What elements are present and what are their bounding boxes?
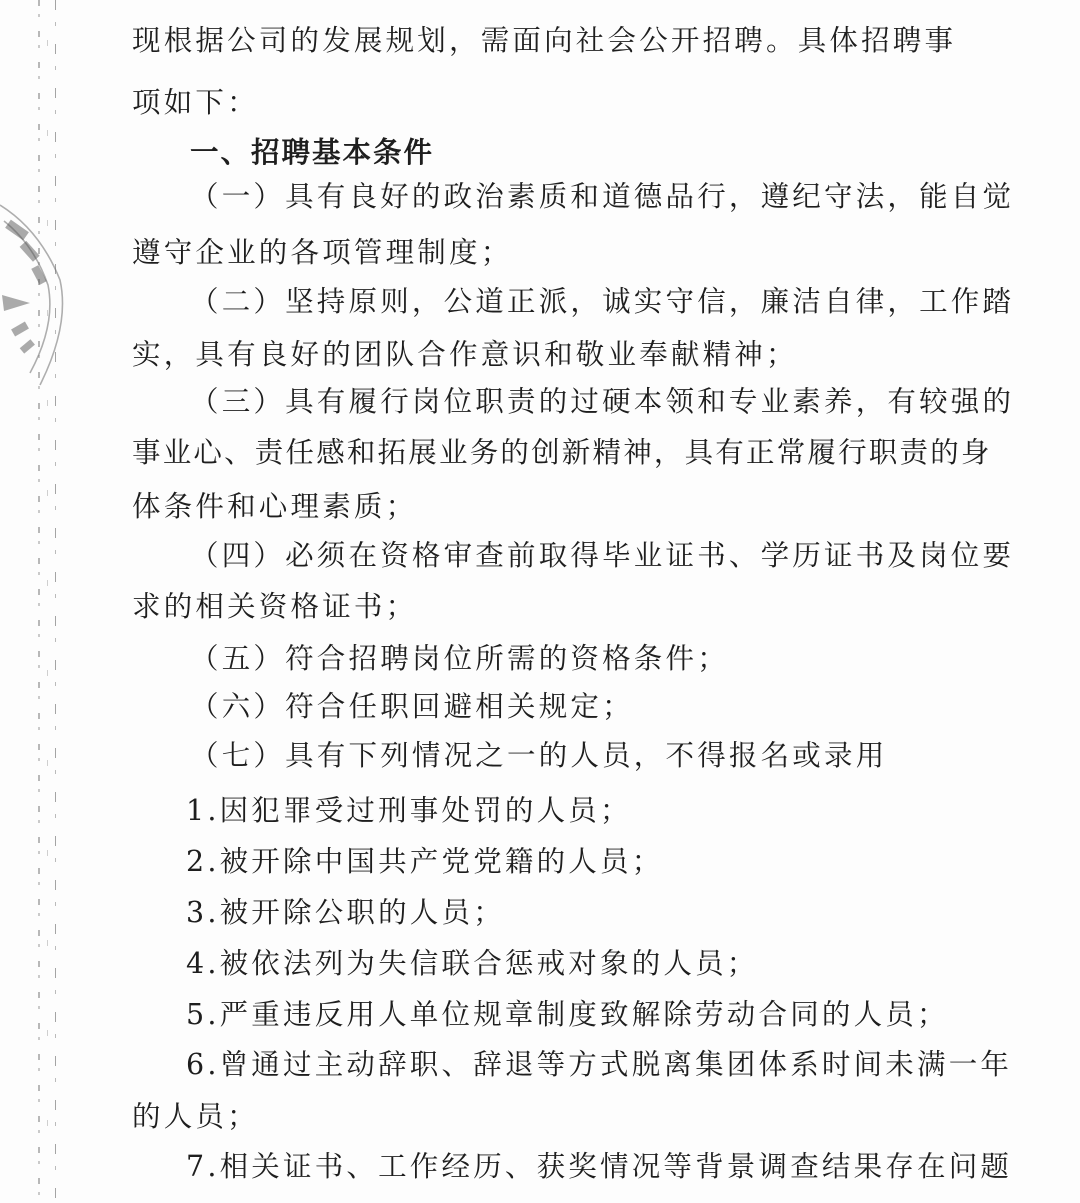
list-item-text: （七）具有下列情况之一的人员，不得报名或录用: [190, 739, 888, 772]
list-item-text: （四）必须在资格审查前取得毕业证书、学历证书及岗位要: [190, 539, 1015, 572]
numbered-item: 5.严重违反用人单位规章制度致解除劳动合同的人员；: [186, 998, 949, 1031]
body-text-line: 体条件和心理素质；: [132, 490, 418, 523]
binding-edge-mark: [38, 0, 40, 1203]
body-text-line: 求的相关资格证书；: [132, 590, 418, 623]
body-text-line: 事业心、责任感和拓展业务的创新精神，具有正常履行职责的身: [132, 436, 992, 469]
numbered-item: 7.相关证书、工作经历、获奖情况等背景调查结果存在问题: [186, 1150, 1013, 1183]
list-item-text: （五）符合招聘岗位所需的资格条件；: [190, 642, 729, 675]
numbered-item: 2.被开除中国共产党党籍的人员；: [186, 845, 664, 878]
body-text-line: 遵守企业的各项管理制度；: [132, 236, 513, 269]
partial-seal-stamp: [0, 185, 90, 395]
section-heading: 一、招聘基本条件: [190, 136, 435, 169]
numbered-item: 3.被开除公职的人员；: [186, 896, 505, 929]
numbered-item: 4.被依法列为失信联合惩戒对象的人员；: [186, 947, 759, 980]
numbered-item: 1.因犯罪受过刑事处罚的人员；: [186, 794, 632, 827]
list-item-text: （一）具有良好的政治素质和道德品行，遵纪守法，能自觉: [190, 180, 1015, 213]
body-text-line: 现根据公司的发展规划，需面向社会公开招聘。具体招聘事: [132, 24, 957, 57]
binding-edge-mark: [55, 0, 56, 1203]
list-item-text: （六）符合任职回避相关规定；: [190, 690, 634, 723]
body-text-line: 项如下：: [132, 86, 259, 119]
numbered-item: 6.曾通过主动辞职、辞退等方式脱离集团体系时间未满一年: [186, 1048, 1013, 1081]
body-text-line: 实，具有良好的团队合作意识和敬业奉献精神；: [132, 338, 798, 371]
binding-edge-mark: [47, 0, 48, 1203]
list-item-text: （二）坚持原则，公道正派，诚实守信，廉洁自律，工作踏: [190, 285, 1015, 318]
list-item-text: （三）具有履行岗位职责的过硬本领和专业素养，有较强的: [190, 385, 1015, 418]
body-text-line: 的人员；: [132, 1100, 259, 1133]
